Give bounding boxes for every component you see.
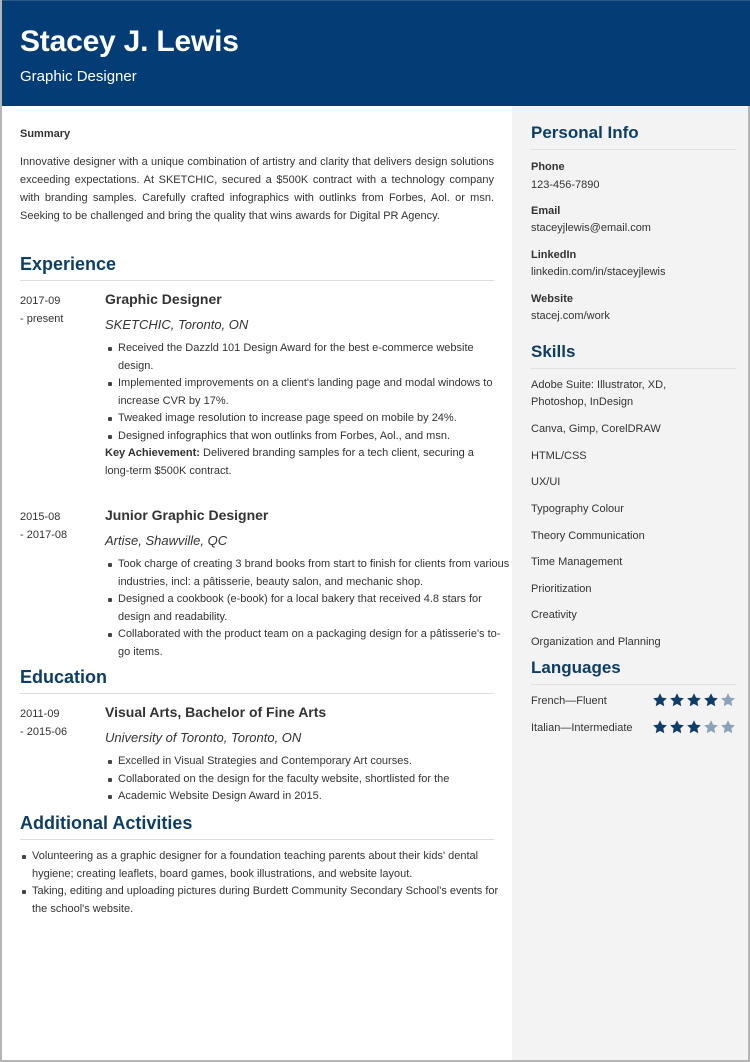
bullet-item: Took charge of creating 3 brand books from start to finish for clients from various industries, incl: a pâtisserie, beauty salon, and mechanic shop. bbox=[118, 556, 510, 591]
skills-heading: Skills bbox=[531, 342, 576, 361]
activity-item: Taking, editing and uploading pictures during Burdett Community Secondary School's events for the school's website. bbox=[32, 883, 506, 918]
bullet-item: Designed a cookbook (e-book) for a local bakery that received 4.8 stars for design and readability. bbox=[118, 591, 510, 626]
linkedin-label: LinkedIn bbox=[531, 249, 577, 261]
star-empty-icon bbox=[720, 719, 736, 735]
star-filled-icon bbox=[703, 692, 719, 708]
bullet-item: Received the Dazzld 101 Design Award for the best e-commerce website design. bbox=[118, 340, 510, 375]
date-start: 2015-08 bbox=[20, 511, 61, 523]
email-value[interactable]: staceyjlewis@email.com bbox=[531, 222, 651, 234]
skill-item: Canva, Gimp, CorelDRAW bbox=[531, 423, 661, 435]
language-rating bbox=[652, 692, 736, 710]
summary-text: Innovative designer with a unique combination of artistry and clarity that delivers design solutions exceeding expectations. At SKETCHIC, secured a $500K contract with a technology company with branding samples. Carefully crafted infographics with outlinks from Forbes, Aol. or msn. Seeking to be challenged and bring the quality that wins awards for Digital PR Agency. bbox=[20, 156, 494, 222]
skill-item: HTML/CSS bbox=[531, 450, 587, 462]
language-name: French—Fluent bbox=[531, 695, 607, 707]
date-start: 2017-09 bbox=[20, 295, 61, 307]
star-filled-icon bbox=[652, 692, 668, 708]
key-achievement-text: Delivered branding samples for a tech client, securing a long-term $500K contract. bbox=[105, 447, 474, 477]
entry-dates bbox=[20, 508, 90, 544]
job-bullets bbox=[105, 556, 510, 661]
experience-heading: Experience bbox=[20, 254, 117, 274]
skill-item: Time Management bbox=[531, 556, 623, 568]
bullet-item: Excelled in Visual Strategies and Contemporary Art courses. bbox=[118, 753, 510, 771]
summary-heading: Summary bbox=[20, 128, 71, 140]
section-divider bbox=[531, 684, 736, 685]
linkedin-value[interactable]: linkedin.com/in/staceyjlewis bbox=[531, 266, 666, 278]
education-heading: Education bbox=[20, 667, 108, 687]
candidate-name: Stacey J. Lewis bbox=[20, 25, 239, 58]
personal-info-heading: Personal Info bbox=[531, 123, 639, 142]
language-row bbox=[531, 721, 736, 739]
section-divider bbox=[531, 368, 736, 369]
language-row bbox=[531, 694, 736, 712]
star-empty-icon bbox=[703, 719, 719, 735]
bullet-item: Tweaked image resolution to increase page speed on mobile by 24%. bbox=[118, 410, 510, 428]
phone-label: Phone bbox=[531, 161, 565, 173]
date-end: - 2015-06 bbox=[20, 726, 68, 738]
date-end: - 2017-08 bbox=[20, 529, 68, 541]
website-value[interactable]: stacej.com/work bbox=[531, 310, 610, 322]
key-achievement-label: Key Achievement: bbox=[105, 447, 200, 459]
job-title: Junior Graphic Designer bbox=[105, 507, 269, 523]
language-rating bbox=[652, 719, 736, 737]
star-filled-icon bbox=[652, 719, 668, 735]
date-start: 2011-09 bbox=[20, 708, 60, 720]
bullet-item: Academic Website Design Award in 2015. bbox=[118, 788, 510, 806]
activities-list bbox=[20, 848, 506, 918]
degree-title: Visual Arts, Bachelor of Fine Arts bbox=[105, 704, 327, 720]
resume-header bbox=[2, 0, 750, 106]
date-end: - present bbox=[20, 313, 64, 325]
activities-heading: Additional Activities bbox=[20, 813, 193, 833]
star-empty-icon bbox=[720, 692, 736, 708]
section-divider bbox=[20, 280, 494, 281]
job-title: Graphic Designer bbox=[105, 291, 222, 307]
bullet-item: Designed infographics that won outlinks from Forbes, Aol., and msn. bbox=[118, 428, 510, 446]
star-filled-icon bbox=[669, 719, 685, 735]
languages-heading: Languages bbox=[531, 658, 621, 677]
website-label: Website bbox=[531, 293, 573, 305]
section-divider bbox=[20, 839, 494, 840]
skill-item: UX/UI bbox=[531, 476, 561, 488]
bullet-item: Collaborated on the design for the faculty website, shortlisted for the bbox=[118, 771, 510, 789]
skill-item: Adobe Suite: Illustrator, XD, Photoshop, InDesign bbox=[531, 379, 667, 408]
job-company: Artise, Shawville, QC bbox=[105, 533, 228, 548]
skill-item: Theory Communication bbox=[531, 530, 645, 542]
section-divider bbox=[20, 693, 494, 694]
phone-value: 123-456-7890 bbox=[531, 179, 600, 191]
entry-dates bbox=[20, 292, 90, 328]
job-company: SKETCHIC, Toronto, ON bbox=[105, 317, 249, 332]
key-achievement bbox=[105, 445, 497, 480]
bullet-item: Collaborated with the product team on a packaging design for a pâtisserie's to-go items. bbox=[118, 626, 510, 661]
education-bullets bbox=[105, 753, 510, 806]
skill-item: Typography Colour bbox=[531, 503, 624, 515]
activity-item: Volunteering as a graphic designer for a foundation teaching parents about their kids' dental hygiene; creating leaflets, board games, book illustrations, and website layout. bbox=[32, 848, 506, 883]
entry-dates bbox=[20, 705, 90, 741]
candidate-role: Graphic Designer bbox=[20, 68, 137, 85]
star-filled-icon bbox=[686, 692, 702, 708]
language-name: Italian—Intermediate bbox=[531, 722, 633, 734]
school-name: University of Toronto, Toronto, ON bbox=[105, 730, 302, 745]
star-filled-icon bbox=[686, 719, 702, 735]
star-filled-icon bbox=[669, 692, 685, 708]
section-divider bbox=[531, 149, 736, 150]
email-label: Email bbox=[531, 205, 561, 217]
skill-item: Prioritization bbox=[531, 583, 592, 595]
bullet-item: Implemented improvements on a client's landing page and modal windows to increase CVR by 17%. bbox=[118, 375, 510, 410]
skill-item: Creativity bbox=[531, 609, 577, 621]
sidebar bbox=[512, 106, 748, 1060]
job-bullets bbox=[105, 340, 510, 445]
skill-item: Organization and Planning bbox=[531, 636, 661, 648]
